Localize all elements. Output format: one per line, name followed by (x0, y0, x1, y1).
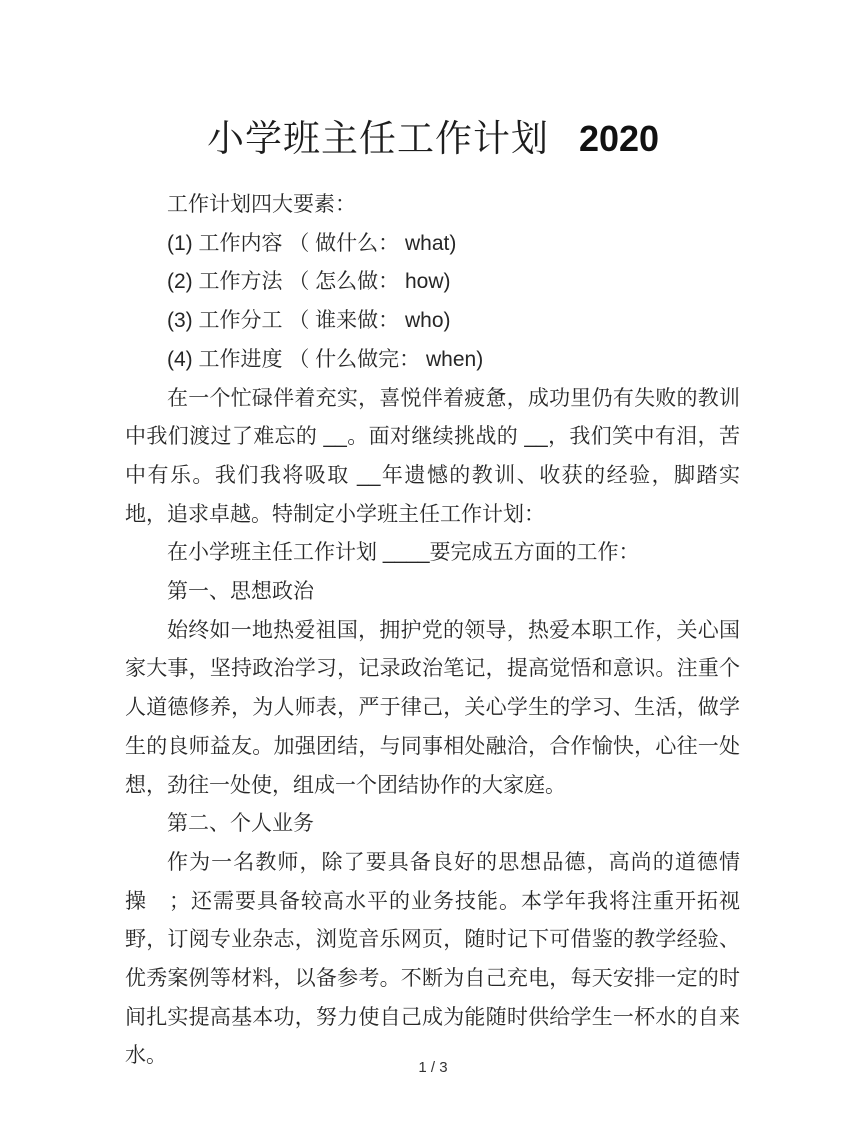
page-title-year: 2020 (578, 118, 660, 159)
para-four-elements: 工作计划四大要素： (167, 193, 356, 216)
page-number: 1 / 3 (418, 1059, 448, 1076)
para-section-2: 作为一名教师，除了要具备良好的思想品德，高尚的道德情操 ；还需要具备较高水平的业务技能。本学年我将注重开拓视野，订阅专业杂志，浏览音乐网页，随时记下可借鉴的教学经验、优秀案例等材料，以备参考。不断为自己充电，每天安排一定的时间扎实提高基本功，努力使自己成为能随时供给学生一杯水的自来水。 (125, 850, 740, 1068)
para-opening: 在一个忙碌伴着充实，喜悦伴着疲惫，成功里仍有失败的教训中我们渡过了难忘的 __。面对继续挑战的 __，我们笑中有泪，苦中有乐。我们我将吸取 __年遗憾的教训、收获的经验，脚踏实地，追求卓越。特制定小学班主任工作计划： (125, 386, 740, 526)
list-item-2: (2) 工作方法 （ 怎么做： how) (167, 270, 451, 294)
para-five-aspects: 在小学班主任工作计划 ____要完成五方面的工作： (167, 541, 640, 565)
heading-section-1: 第一、思想政治 (167, 580, 314, 604)
list-item-4: (4) 工作进度 （ 什么做完： when) (167, 347, 484, 371)
list-item-3: (3) 工作分工 （ 谁来做： who) (167, 309, 451, 333)
page-title (0, 0, 866, 162)
page-title-text: 小学班主任工作计划 (206, 119, 549, 160)
list-item-1: (1) 工作内容 （ 做什么： what) (167, 231, 457, 255)
heading-section-2: 第二、个人业务 (167, 812, 314, 836)
para-section-1: 始终如一地热爱祖国，拥护党的领导，热爱本职工作，关心国家大事，坚持政治学习，记录政治笔记，提高觉悟和意识。注重个人道德修养，为人师表，严于律己，关心学生的学习、生活，做学生的良师益友。加强团结，与同事相处融洽，合作愉快，心往一处想，劲往一处使，组成一个团结协作的大家庭。 (125, 618, 740, 797)
document-body (125, 186, 740, 1076)
